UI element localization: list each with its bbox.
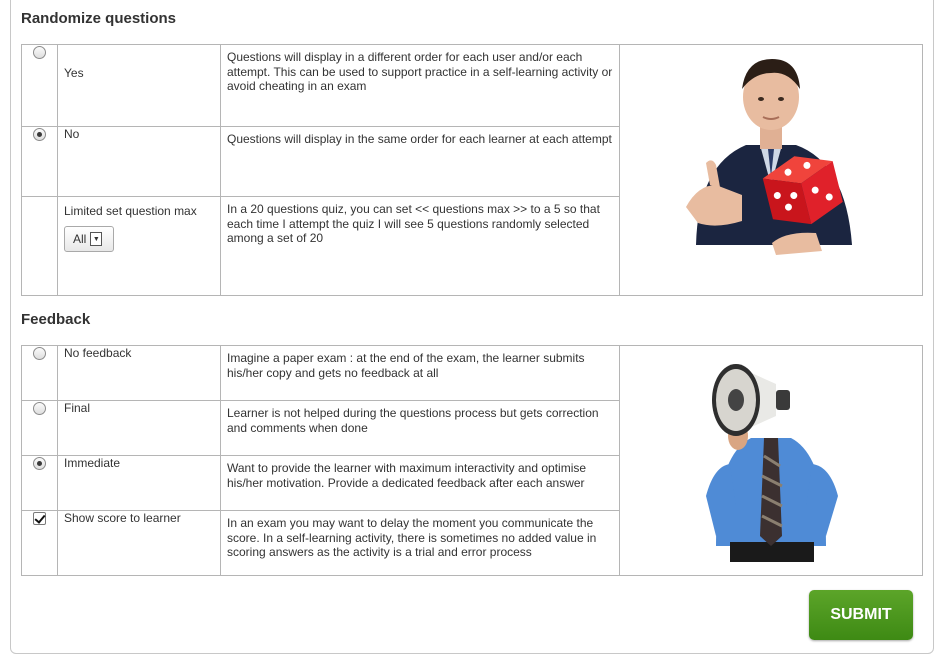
randomize-section-title: Randomize questions bbox=[21, 10, 177, 27]
randomize-options-table bbox=[21, 44, 923, 296]
submit-button[interactable]: SUBMIT bbox=[809, 590, 913, 640]
limited-set-label: Limited set question max bbox=[64, 204, 197, 218]
feedback-options-table bbox=[21, 345, 923, 576]
randomize-row-yes bbox=[22, 45, 923, 127]
final-feedback-label: Final bbox=[58, 401, 221, 456]
show-score-label: Show score to learner bbox=[58, 511, 221, 576]
feedback-row-none bbox=[22, 346, 923, 401]
no-feedback-label: No feedback bbox=[58, 346, 221, 401]
no-feedback-description: Imagine a paper exam : at the end of the exam, the learner submits his/her copy and gets no feedback at all bbox=[221, 346, 620, 401]
show-score-checkbox[interactable] bbox=[33, 512, 46, 525]
randomize-yes-radio[interactable] bbox=[33, 46, 46, 59]
man-with-dice-image bbox=[676, 45, 866, 261]
immediate-feedback-label: Immediate bbox=[58, 456, 221, 511]
randomize-yes-label: Yes bbox=[58, 45, 221, 127]
man-with-megaphone-image bbox=[696, 346, 846, 562]
final-feedback-radio[interactable] bbox=[33, 402, 46, 415]
dice-image-cell bbox=[620, 45, 923, 296]
question-max-value: All bbox=[73, 232, 87, 246]
immediate-feedback-radio[interactable] bbox=[33, 457, 46, 470]
final-feedback-description: Learner is not helped during the questions process but gets correction and comments when done bbox=[221, 401, 620, 456]
megaphone-image-cell bbox=[620, 346, 923, 576]
show-score-description: In an exam you may want to delay the moment you communicate the score. In a self-learning activity, there is sometimes no added value in scoring answers as the activity is a trial and error process bbox=[221, 511, 620, 576]
randomize-no-radio[interactable] bbox=[33, 128, 46, 141]
chevron-down-icon: ▼ bbox=[90, 232, 102, 246]
randomize-no-description: Questions will display in the same order for each learner at each attempt bbox=[221, 127, 620, 197]
randomize-yes-description: Questions will display in a different order for each user and/or each attempt. This can be used to support practice in a self-learning activity or avoid cheating in an exam bbox=[221, 45, 620, 127]
immediate-feedback-description: Want to provide the learner with maximum interactivity and optimise his/her motivation. Provide a dedicated feedback after each answer bbox=[221, 456, 620, 511]
feedback-section-title: Feedback bbox=[21, 311, 91, 328]
limited-set-description: In a 20 questions quiz, you can set << questions max >> to a 5 so that each time I attempt the quiz I will see 5 questions randomly selected among a set of 20 bbox=[221, 197, 620, 296]
no-feedback-radio[interactable] bbox=[33, 347, 46, 360]
randomize-no-label: No bbox=[58, 127, 221, 197]
question-max-select[interactable] bbox=[64, 226, 114, 252]
